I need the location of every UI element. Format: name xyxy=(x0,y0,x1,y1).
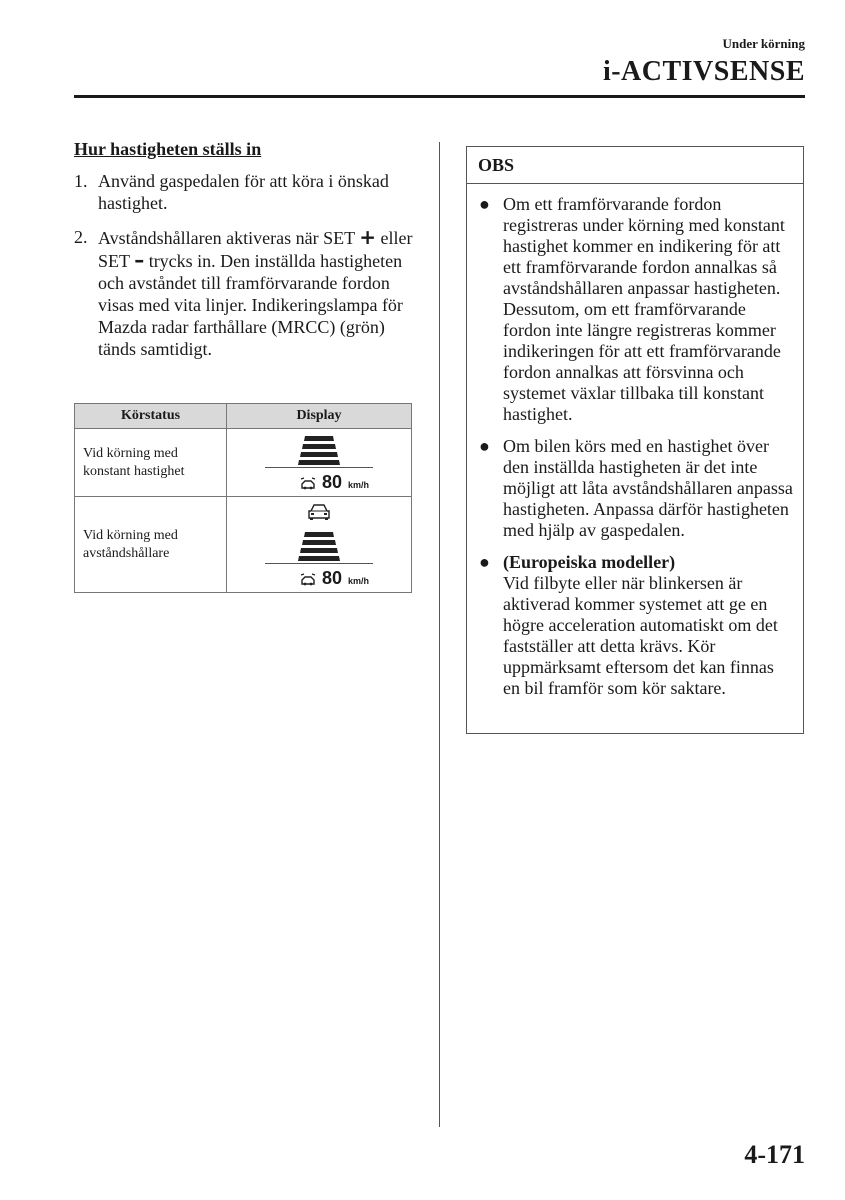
display-cell xyxy=(227,429,412,497)
obs-item-text: Om ett framförvarande fordon registreras under körning med konstant hastighet kommer en indikering för att ett framförvarande fordon annalkas så avståndshållaren anpassar hastigheten. Dessutom, om ett framförvarande fordon inte längre registreras kommer indikeringen för att ett framförvarande fordon annalkas att försvinna och systemet växlar tillbaka till konstant hastighet. xyxy=(503,194,785,424)
distance-bar-4 xyxy=(298,460,340,465)
set-plus-icon: + xyxy=(359,225,377,249)
obs-item xyxy=(477,436,793,541)
section-label: Under körning xyxy=(722,36,805,51)
table-header-row xyxy=(75,404,412,429)
step-text-b: eller SET xyxy=(98,228,413,271)
distance-bar-1 xyxy=(304,436,334,441)
distance-bar-1 xyxy=(304,532,334,537)
distance-bar-3 xyxy=(300,548,338,553)
distance-bar-2 xyxy=(302,444,336,449)
steps-list xyxy=(74,170,414,360)
speed-unit: km/h xyxy=(347,480,369,490)
bullet-icon: ● xyxy=(479,436,490,456)
header-korstatus: Körstatus xyxy=(75,404,227,429)
section-heading: Hur hastigheten ställs in xyxy=(74,139,262,159)
cluster-display xyxy=(259,502,379,587)
speed-value: 80 xyxy=(321,472,342,492)
obs-item xyxy=(477,194,793,425)
obs-item xyxy=(477,552,793,699)
distance-bar-4 xyxy=(298,556,340,561)
obs-item-text: Vid filbyte eller när blinkersen är aktiverad kommer systemet att ge en högre acceleration automatiskt om det fastställer att detta krävs. Kör uppmärksamt eftersom det kan finnas en bil framför som kör saktare. xyxy=(503,573,778,698)
obs-item-body xyxy=(503,552,793,699)
obs-list xyxy=(467,184,803,699)
distance-bars-graphic xyxy=(259,502,379,564)
obs-box xyxy=(466,146,804,734)
step-text: Använd gaspedalen för att köra i önskad hastighet. xyxy=(98,171,389,213)
state-cell: Vid körning med avståndshållare xyxy=(75,497,227,593)
speed-readout xyxy=(259,473,379,491)
step-1 xyxy=(74,170,414,214)
mrcc-indicator-icon xyxy=(300,573,316,587)
obs-item-title: (Europeiska modeller) xyxy=(503,552,676,572)
step-text-c: trycks in. Den inställda hastigheten och avståndet till framförvarande fordon visas med vita linjer. Indikeringslampa för Mazda radar farthållare (MRCC) (grön) tänds samtidigt. xyxy=(98,251,403,359)
header-display: Display xyxy=(227,404,412,429)
table-row xyxy=(75,429,412,497)
display-table xyxy=(74,403,412,593)
vehicle-ahead-icon xyxy=(309,505,329,520)
state-cell: Vid körning med konstant hastighet xyxy=(75,429,227,497)
distance-bar-3 xyxy=(300,452,338,457)
distance-bar-2 xyxy=(302,540,336,545)
speed-value: 80 xyxy=(321,568,342,588)
obs-item-text: Om bilen körs med en hastighet över den inställda hastigheten är det inte möjligt att låta avståndshållaren anpassa hastigheten. Anpassa därför hastigheten med hjälp av gaspedalen. xyxy=(503,436,793,540)
left-column xyxy=(74,138,414,372)
page-title: i-ACTIVSENSE xyxy=(602,56,805,87)
speed-unit: km/h xyxy=(347,576,369,586)
column-divider xyxy=(439,142,440,1127)
header-rule xyxy=(74,95,805,98)
cluster-display xyxy=(259,434,379,491)
bullet-icon: ● xyxy=(479,194,490,214)
mrcc-indicator-icon xyxy=(300,477,316,491)
speed-readout xyxy=(259,569,379,587)
bullet-icon: ● xyxy=(479,552,490,572)
step-2 xyxy=(74,226,414,360)
set-minus-icon: – xyxy=(134,248,145,272)
table-row xyxy=(75,497,412,593)
distance-bars-graphic xyxy=(259,434,379,468)
step-number: 2. xyxy=(74,227,88,247)
page-number: 4-171 xyxy=(744,1140,805,1169)
step-text xyxy=(98,226,414,360)
obs-title: OBS xyxy=(467,147,803,184)
step-number: 1. xyxy=(74,171,88,191)
step-text-a: Avståndshållaren aktiveras när SET xyxy=(98,228,355,248)
display-cell xyxy=(227,497,412,593)
